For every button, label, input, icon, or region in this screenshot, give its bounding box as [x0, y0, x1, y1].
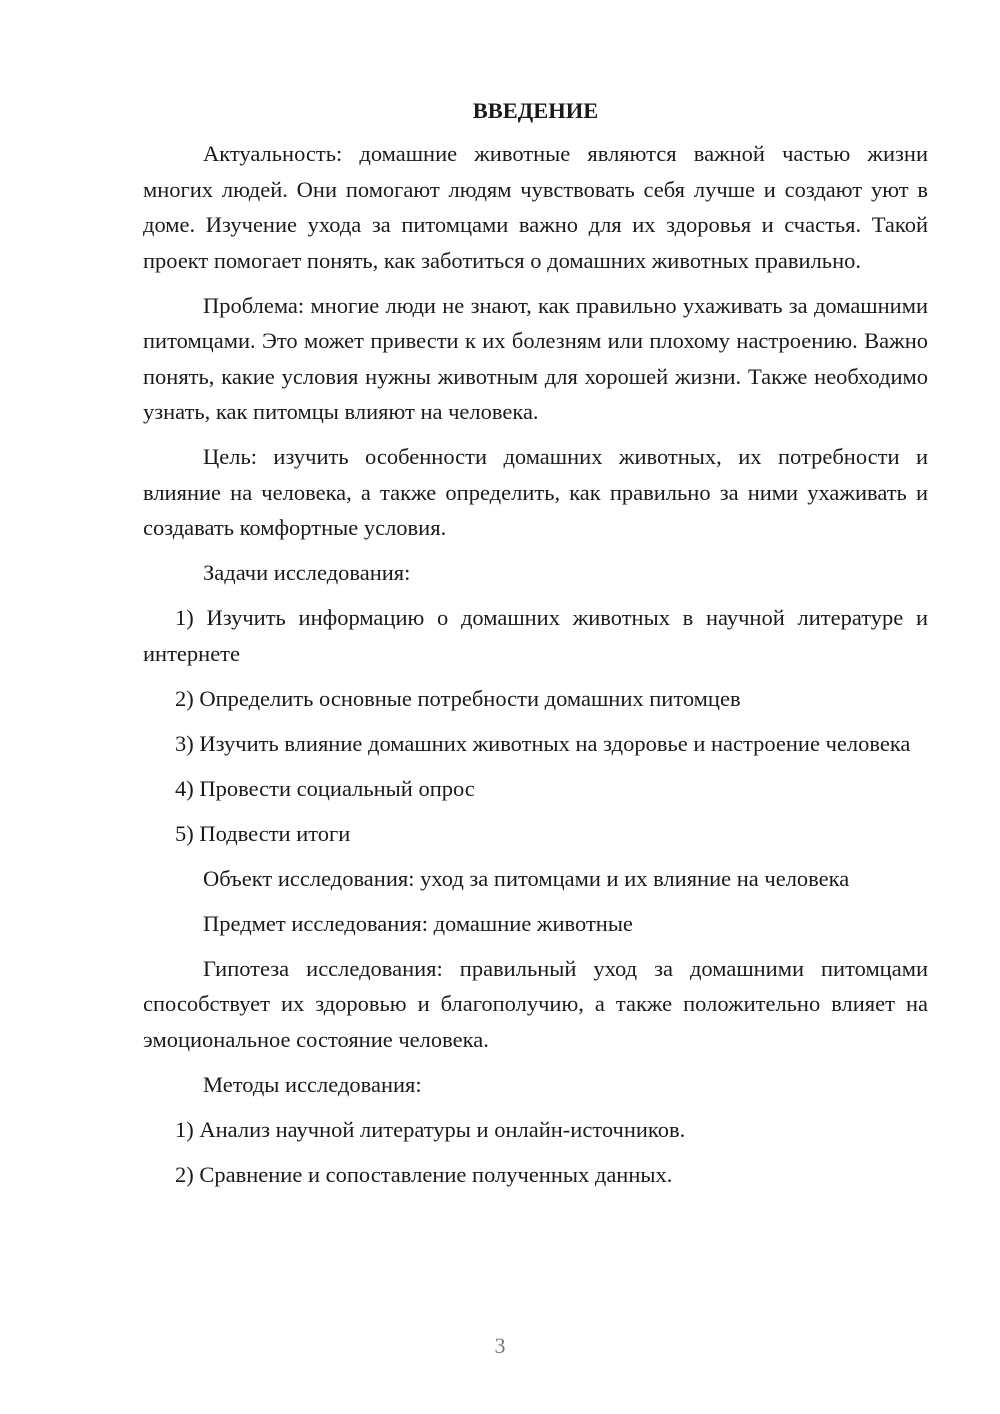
section-title: ВВЕДЕНИЕ: [472, 98, 599, 123]
task-item-4: 4) Провести социальный опрос: [175, 775, 475, 801]
task-item-2: 2) Определить основные потребности домашних питомцев: [175, 685, 741, 711]
method-item-1: 1) Анализ научной литературы и онлайн-источников.: [175, 1116, 686, 1142]
relevance-paragraph: Актуальность: домашние животные являются важной частью жизни многих людей. Они помогают людям чувствовать себя лучше и создают уют в доме. Изучение ухода за питомцами важно для их здоровья и счастья. Такой проект помогает понять, как заботиться о домашних животных правильно.: [143, 141, 928, 273]
task-item-1: 1) Изучить информацию о домашних животных в научной литературе и интернете: [143, 605, 928, 666]
task-item-5: 5) Подвести итоги: [175, 820, 351, 846]
task-item-3: 3) Изучить влияние домашних животных на здоровье и настроение человека: [175, 730, 911, 756]
method-item-2: 2) Сравнение и сопоставление полученных данных.: [175, 1161, 673, 1187]
document-page: [143, 96, 928, 1202]
object-paragraph: Объект исследования: уход за питомцами и их влияние на человека: [203, 865, 850, 891]
goal-paragraph: Цель: изучить особенности домашних животных, их потребности и влияние на человека, а также определить, как правильно за ними ухаживать и создавать комфортные условия.: [143, 444, 928, 540]
hypothesis-paragraph: Гипотеза исследования: правильный уход за домашними питомцами способствует их здоровью и благополучию, а также положительно влияет на эмоциональное состояние человека.: [143, 955, 928, 1052]
methods-heading: Методы исследования:: [203, 1071, 422, 1097]
subject-paragraph: Предмет исследования: домашние животные: [203, 910, 633, 936]
page-number: 3: [494, 1333, 506, 1358]
problem-paragraph: Проблема: многие люди не знают, как правильно ухаживать за домашними питомцами. Это может привести к их болезням или плохому настроению. Важно понять, какие условия нужны животным для хорошей жизни. Также необходимо узнать, как питомцы влияют на человека.: [143, 292, 928, 424]
tasks-heading: Задачи исследования:: [203, 560, 411, 585]
